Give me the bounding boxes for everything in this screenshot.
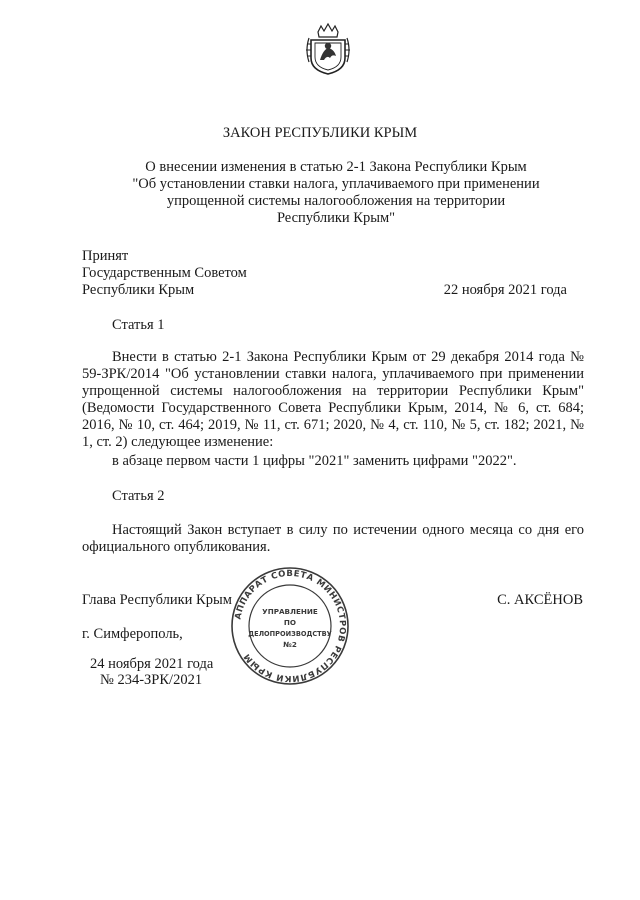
article-1-paragraph: Внести в статью 2-1 Закона Республики Крым от 29 декабря 2014 года № 59-ЗРК/2014 "Об установлении ставки налога, уплачиваемого при применении упрощенной системы налогообложения на территории Республики Крым" (Ведомости Государственного Совета Республики Крым, 2014, № 6, ст. 684; 2016, № 10, ст. 464; 2019, № 11, ст. 671; 2020, № 4, ст. 110, № 5, ст. 182; 2021, № 1, ст. 2) следующее изменение:	[82, 349, 584, 450]
signature-position: Глава Республики Крым	[82, 592, 232, 608]
subtitle-line-4: Республики Крым"	[276, 210, 396, 226]
official-stamp	[229, 565, 351, 687]
stamp-ring-text: АППАРАТ СОВЕТА МИНИСТРОВ РЕСПУБЛИКИ КРЫМ	[233, 568, 348, 684]
adopted-date: 22 ноября 2021 года	[443, 282, 567, 298]
sign-date: 24 ноября 2021 года	[90, 656, 214, 672]
adopted-line-2: Государственным Советом	[82, 265, 247, 281]
law-number: № 234-ЗРК/2021	[100, 672, 203, 688]
stamp-line-1: УПРАВЛЕНИЕ	[262, 607, 318, 616]
adopted-line-3: Республики Крым	[82, 282, 195, 298]
coat-of-arms-icon	[303, 20, 353, 76]
article-1-amendment: в абзаце первом части 1 цифры "2021" заменить цифрами "2022".	[112, 453, 517, 469]
stamp-line-4: №2	[283, 640, 297, 649]
subtitle-line-2: "Об установлении ставки налога, уплачиваемого при применении	[132, 176, 540, 192]
subtitle-line-3: упрощенной системы налогообложения на территории	[166, 193, 506, 209]
place: г. Симферополь,	[82, 626, 183, 642]
stamp-line-3: ДЕЛОПРОИЗВОДСТВУ	[248, 630, 332, 638]
law-title: ЗАКОН РЕСПУБЛИКИ КРЫМ	[222, 125, 418, 141]
article-2-heading: Статья 2	[112, 488, 165, 504]
article-2-paragraph: Настоящий Закон вступает в силу по истечении одного месяца со дня его официального опубликования.	[82, 522, 584, 555]
adopted-line-1: Принят	[82, 248, 129, 264]
stamp-line-2: ПО	[283, 618, 297, 627]
subtitle-line-1: О внесении изменения в статью 2-1 Закона Республики Крым	[145, 159, 527, 175]
article-1-heading: Статья 1	[112, 317, 165, 333]
signature-name: С. АКСЁНОВ	[497, 592, 583, 608]
